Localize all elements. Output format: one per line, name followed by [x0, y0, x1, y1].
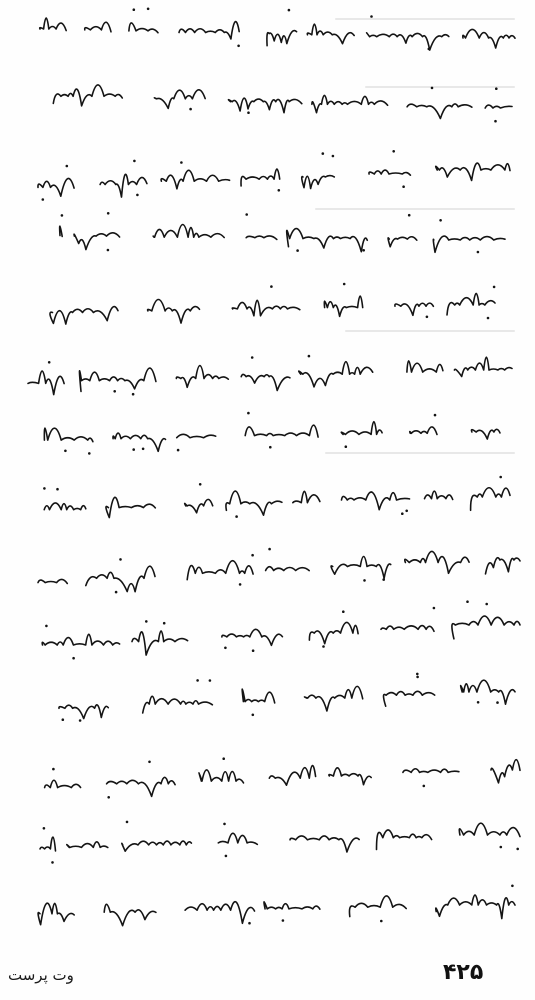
page-number: ۴۲۵: [443, 960, 484, 985]
manuscript-line: [22, 585, 522, 645]
manuscript-line: [22, 200, 522, 260]
manuscript-line: [22, 263, 522, 323]
manuscript-line: [22, 326, 522, 386]
manuscript-line: [22, 783, 522, 843]
manuscript-line: [22, 72, 522, 132]
manuscript-line: [22, 847, 522, 907]
manuscript-line: [22, 718, 522, 778]
manuscript-line: [22, 10, 522, 70]
manuscript-line: [22, 900, 522, 960]
catchword: وت پرست: [8, 966, 74, 984]
manuscript-line: [22, 455, 522, 515]
manuscript-line: [22, 520, 522, 580]
manuscript-line: [22, 652, 522, 712]
manuscript-line: [22, 390, 522, 450]
manuscript-line: [22, 135, 522, 195]
